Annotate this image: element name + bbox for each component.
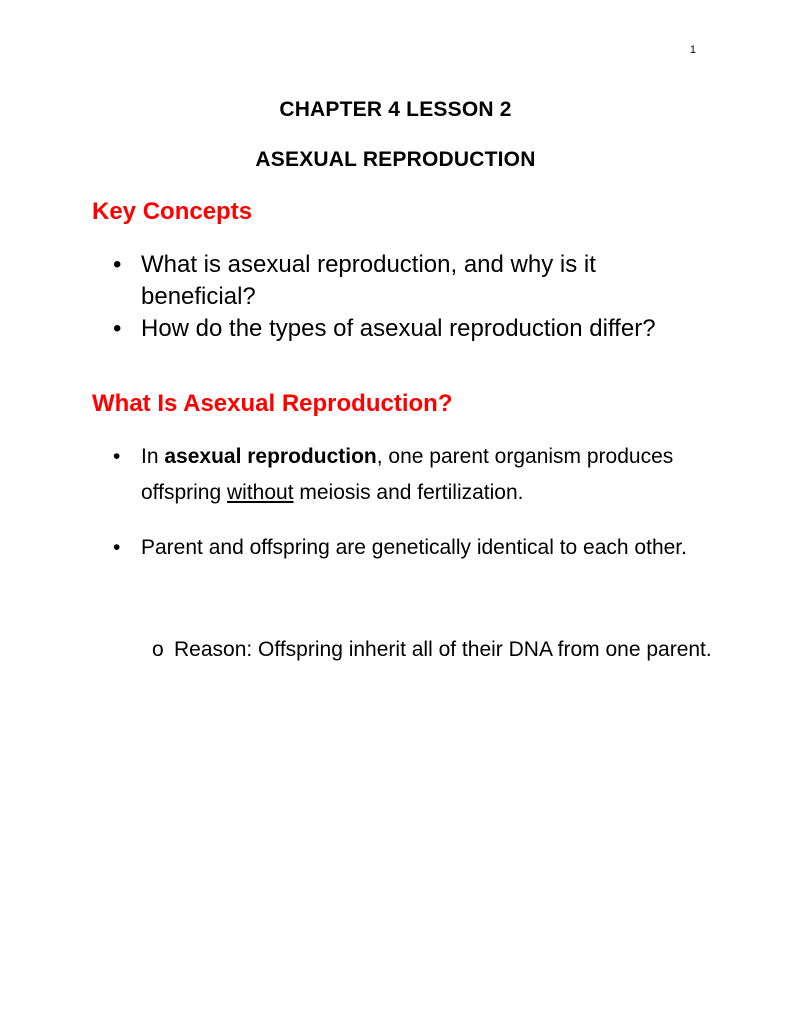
reason-text: Reason: Offspring inherit all of their DNA from one parent. bbox=[174, 638, 712, 661]
chapter-title: CHAPTER 4 LESSON 2 bbox=[279, 98, 512, 121]
identity-text: Parent and offspring are genetically identical to each other. bbox=[141, 536, 687, 559]
what-is-asexual-heading: What Is Asexual Reproduction? bbox=[92, 390, 453, 417]
definition-middle: , one parent organism produces offspring bbox=[141, 445, 674, 504]
bullet-icon: • bbox=[113, 445, 121, 468]
lesson-title: ASEXUAL REPRODUCTION bbox=[255, 148, 536, 171]
circle-bullet-icon: o bbox=[152, 638, 164, 661]
key-concepts-heading: Key Concepts bbox=[92, 198, 253, 225]
definition-list bbox=[113, 439, 713, 511]
page-number: 1 bbox=[689, 44, 696, 56]
key-concept-text: How do the types of asexual reproduction differ? bbox=[141, 315, 656, 342]
definition-item bbox=[113, 439, 713, 511]
definition-term: asexual reproduction bbox=[164, 445, 377, 468]
reason-item bbox=[152, 632, 714, 668]
bullet-icon: • bbox=[113, 536, 121, 559]
identity-list bbox=[113, 530, 713, 566]
definition-suffix: meiosis and fertilization. bbox=[293, 481, 524, 504]
bullet-icon: • bbox=[113, 251, 122, 278]
definition-emphasis: without bbox=[227, 481, 294, 504]
identity-item bbox=[113, 530, 713, 566]
key-concept-text: What is asexual reproduction, and why is it beneficial? bbox=[141, 251, 596, 310]
key-concept-item bbox=[113, 313, 713, 345]
bullet-icon: • bbox=[113, 315, 122, 342]
definition-prefix: In bbox=[141, 445, 165, 468]
key-concepts-list bbox=[113, 249, 713, 345]
key-concept-item bbox=[113, 249, 713, 313]
